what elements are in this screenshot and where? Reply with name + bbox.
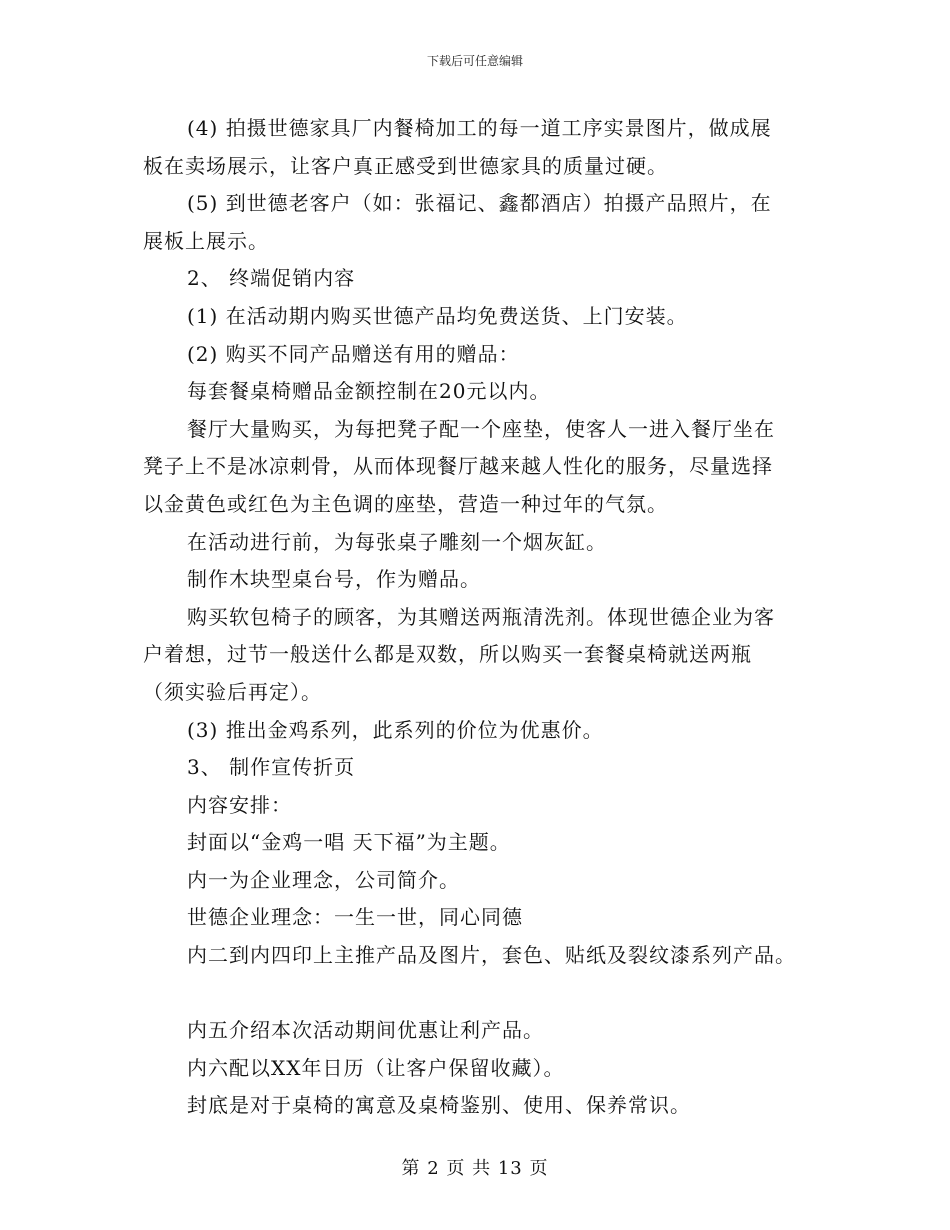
page-header: 下载后可任意编辑 — [426, 54, 523, 68]
paragraph-line: 凳子上不是冰凉刺骨，从而体现餐厅越来越人性化的服务，尽量选择 — [143, 454, 773, 479]
paragraph-line: 餐厅大量购买，为每把凳子配一个座垫，使客人一进入餐厅坐在 — [187, 416, 775, 441]
blank-line — [143, 975, 823, 1013]
paragraph-line: 购买软包椅子的顾客，为其赠送两瓶清洗剂。体现世德企业为客 — [187, 604, 775, 629]
paragraph-line: (3) 推出金鸡系列，此系列的价位为优惠价。 — [187, 717, 604, 742]
document-body — [143, 110, 823, 1125]
paragraph-line: 在活动进行前，为每张桌子雕刻一个烟灰缸。 — [187, 529, 607, 554]
paragraph-line: 世德企业理念：一生一世，同心同德 — [187, 905, 523, 930]
paragraph-line: 内二到内四印上主推产品及图片，套色、贴纸及裂纹漆系列产品。 — [187, 943, 796, 968]
paragraph-line: 内五介绍本次活动期间优惠让利产品。 — [187, 1018, 544, 1043]
page-number: 第 2 页 共 13 页 — [401, 1158, 549, 1179]
paragraph-line: 封面以“金鸡一唱 天下福”为主题。 — [187, 830, 511, 855]
paragraph-line: 内六配以XX年日历（让客户保留收藏）。 — [187, 1055, 565, 1080]
paragraph-line: (4) 拍摄世德家具厂内餐椅加工的每一道工序实景图片，做成展 — [187, 116, 772, 140]
paragraph-line: 内一为企业理念，公司简介。 — [187, 867, 460, 892]
paragraph-line: （须实验后再定）。 — [143, 679, 322, 704]
paragraph-line: 内容安排： — [187, 792, 292, 817]
paragraph-line: 封底是对于桌椅的寓意及桌椅鉴别、使用、保养常识。 — [187, 1093, 691, 1118]
paragraph-line: 板在卖场展示，让客户真正感受到世德家具的质量过硬。 — [143, 153, 668, 178]
section-heading: 2、 终端促销内容 — [187, 266, 356, 291]
paragraph-line: (1) 在活动期内购买世德产品均免费送货、上门安装。 — [187, 303, 688, 328]
paragraph-line: 户着想，过节一般送什么都是双数，所以购买一套餐桌椅就送两瓶 — [143, 642, 752, 667]
paragraph-line: 展板上展示。 — [143, 228, 269, 253]
paragraph-line: (5) 到世德老客户（如：张福记、鑫都酒店）拍摄产品照片，在 — [187, 191, 772, 216]
paragraph-line: 每套餐桌椅赠品金额控制在20元以内。 — [187, 379, 551, 404]
paragraph-line: 以金黄色或红色为主色调的座垫，营造一种过年的气氛。 — [143, 491, 668, 516]
paragraph-line: (2) 购买不同产品赠送有用的赠品： — [187, 341, 520, 366]
paragraph-line: 制作木块型桌台号，作为赠品。 — [187, 567, 481, 592]
section-heading: 3、 制作宣传折页 — [187, 755, 356, 780]
